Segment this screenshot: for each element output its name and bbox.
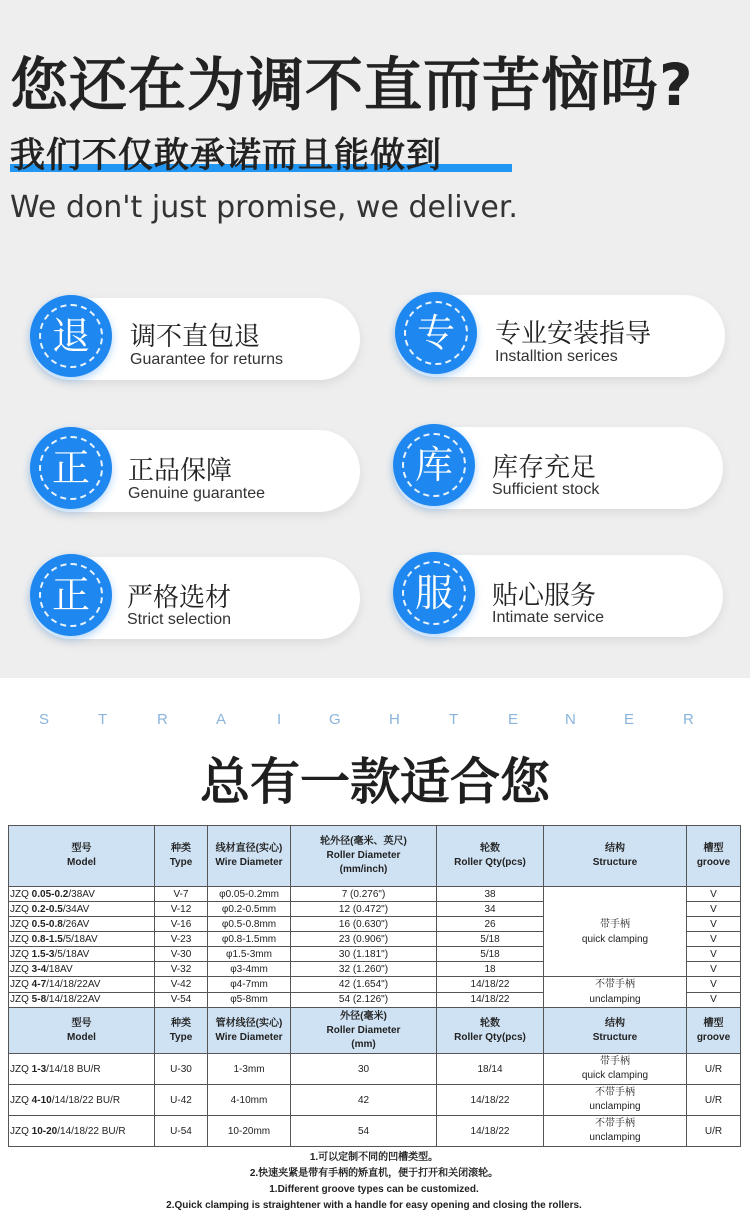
feature-subtitle: Sufficient stock — [492, 481, 600, 498]
wire-cell: φ4-7mm — [208, 977, 291, 993]
feature-title: 贴心服务 — [492, 581, 597, 611]
header-roller: 轮外径(毫米、英尺) Roller Diameter (mm/inch) — [291, 826, 437, 887]
badge-glyph: 专 — [416, 311, 455, 355]
feature-title: 专业安装指导 — [495, 319, 652, 349]
groove-cell: U/R — [687, 1054, 741, 1085]
qty-cell: 18 — [437, 962, 544, 977]
qty-cell: 14/18/22 — [437, 992, 544, 1008]
qty-cell: 5/18 — [437, 947, 544, 962]
feature-subtitle: Guarantee for returns — [130, 351, 283, 368]
roller-cell: 12 (0.472") — [291, 902, 437, 917]
table-row — [9, 1085, 741, 1116]
structure-cell: 不带手柄 unclamping — [544, 1116, 687, 1147]
wire-cell: φ0.8-1.5mm — [208, 932, 291, 947]
type-cell: V-32 — [155, 962, 208, 977]
feature-card-installation — [395, 295, 725, 377]
type-cell: V-7 — [155, 887, 208, 902]
type-cell: V-23 — [155, 932, 208, 947]
feature-subtitle: Strict selection — [127, 611, 232, 628]
qty-cell: 18/14 — [437, 1054, 544, 1085]
badge-glyph: 正 — [51, 573, 90, 617]
genuine-badge-icon — [30, 427, 112, 509]
model-cell: JZQ 3-4/18AV — [9, 962, 155, 977]
spaced-letter: R — [683, 711, 694, 728]
spaced-letter: I — [277, 711, 282, 728]
spaced-letter: H — [389, 711, 400, 728]
feature-card-selection — [30, 557, 360, 639]
groove-cell: V — [687, 887, 741, 902]
wire-cell: 10-20mm — [208, 1116, 291, 1147]
type-cell: U-42 — [155, 1085, 208, 1116]
feature-subtitle: Intimate service — [492, 609, 605, 626]
feature-title: 调不直包退 — [130, 322, 261, 352]
v-table-header — [9, 826, 741, 887]
wire-cell: φ0.5-0.8mm — [208, 917, 291, 932]
header-model: 型号 Model — [9, 1008, 155, 1054]
table-row — [9, 887, 741, 902]
table-row — [9, 1054, 741, 1085]
qty-cell: 38 — [437, 887, 544, 902]
spaced-letter: T — [98, 711, 108, 728]
header-groove: 槽型 groove — [687, 1008, 741, 1054]
type-cell: V-30 — [155, 947, 208, 962]
structure-cell: 不带手柄 unclamping — [544, 1085, 687, 1116]
feature-card-stock — [393, 427, 723, 509]
wire-cell: φ3-4mm — [208, 962, 291, 977]
roller-cell: 23 (0.906") — [291, 932, 437, 947]
groove-cell: V — [687, 977, 741, 993]
hero-subheadline-wrap — [10, 128, 442, 178]
model-cell: JZQ 0.2-0.5/34AV — [9, 902, 155, 917]
feature-card-returns — [30, 298, 360, 380]
badge-glyph: 正 — [51, 446, 90, 490]
feature-card-genuine — [30, 430, 360, 512]
groove-cell: U/R — [687, 1116, 741, 1147]
header-wire: 线材直径(实心) Wire Diameter — [208, 826, 291, 887]
type-cell: V-54 — [155, 992, 208, 1008]
selection-badge-icon — [30, 554, 112, 636]
qty-cell: 14/18/22 — [437, 1116, 544, 1147]
note-en-1: 1.Different groove types can be customized. — [269, 1184, 479, 1195]
returns-badge-icon — [30, 295, 112, 377]
installation-badge-icon — [395, 292, 477, 374]
roller-cell: 54 (2.126") — [291, 992, 437, 1008]
wire-cell: 4-10mm — [208, 1085, 291, 1116]
spec-table — [8, 825, 741, 1147]
roller-cell: 32 (1.260") — [291, 962, 437, 977]
qty-cell: 34 — [437, 902, 544, 917]
model-cell: JZQ 5-8/14/18/22AV — [9, 992, 155, 1008]
groove-cell: V — [687, 917, 741, 932]
roller-cell: 7 (0.276") — [291, 887, 437, 902]
model-cell: JZQ 10-20/14/18/22 BU/R — [9, 1116, 155, 1147]
hero-headline: 您还在为调不直而苦恼吗? — [10, 51, 694, 119]
header-groove: 槽型 groove — [687, 826, 741, 887]
groove-cell: V — [687, 947, 741, 962]
note-cn-2: 2.快速夹紧是带有手柄的矫直机，便于打开和关闭滚轮。 — [249, 1168, 499, 1179]
spaced-letter: E — [508, 711, 519, 728]
roller-cell: 42 — [291, 1085, 437, 1116]
header-model: 型号 Model — [9, 826, 155, 887]
badge-glyph: 库 — [414, 443, 453, 487]
stock-badge-icon — [393, 424, 475, 506]
table-row — [9, 977, 741, 993]
spaced-letter: S — [39, 711, 50, 728]
type-cell: V-12 — [155, 902, 208, 917]
qty-cell: 26 — [437, 917, 544, 932]
spaced-letter: A — [216, 711, 227, 728]
badge-glyph: 服 — [414, 571, 453, 615]
spaced-letter: E — [624, 711, 635, 728]
model-cell: JZQ 0.05-0.2/38AV — [9, 887, 155, 902]
header-roller: 外径(毫米) Roller Diameter (mm) — [291, 1008, 437, 1054]
header-qty: 轮数 Roller Qty(pcs) — [437, 1008, 544, 1054]
spaced-letter: R — [157, 711, 168, 728]
u-table-header — [9, 1008, 741, 1054]
header-qty: 轮数 Roller Qty(pcs) — [437, 826, 544, 887]
feature-card-service — [393, 555, 723, 637]
roller-cell: 16 (0.630") — [291, 917, 437, 932]
wire-cell: φ1.5-3mm — [208, 947, 291, 962]
hero-tagline: We don't just promise, we deliver. — [10, 190, 518, 225]
qty-cell: 14/18/22 — [437, 1085, 544, 1116]
spaced-letters — [0, 711, 750, 731]
groove-cell: V — [687, 932, 741, 947]
model-cell: JZQ 1-3/14/18 BU/R — [9, 1054, 155, 1085]
model-cell: JZQ 0.8-1.5/5/18AV — [9, 932, 155, 947]
groove-cell: V — [687, 992, 741, 1008]
spaced-letter: N — [565, 711, 576, 728]
groove-cell: U/R — [687, 1085, 741, 1116]
badge-glyph: 退 — [51, 314, 90, 358]
roller-cell: 30 (1.181") — [291, 947, 437, 962]
feature-subtitle: Genuine guarantee — [128, 485, 265, 502]
groove-cell: V — [687, 902, 741, 917]
type-cell: V-16 — [155, 917, 208, 932]
structure-cell-quick: 带手柄 quick clamping — [544, 887, 687, 977]
type-cell: V-42 — [155, 977, 208, 993]
spaced-letter: G — [329, 711, 341, 728]
type-cell: U-54 — [155, 1116, 208, 1147]
feature-title: 正品保障 — [128, 456, 233, 486]
note-en-2: 2.Quick clamping is straightener with a handle for easy opening and closing the rollers. — [166, 1200, 582, 1211]
structure-cell-unclamp: 不带手柄 unclamping — [544, 977, 687, 1008]
spaced-letter: T — [449, 711, 459, 728]
header-wire: 管材线径(实心) Wire Diameter — [208, 1008, 291, 1054]
model-cell: JZQ 0.5-0.8/26AV — [9, 917, 155, 932]
header-structure: 结构 Structure — [544, 826, 687, 887]
wire-cell: φ5-8mm — [208, 992, 291, 1008]
wire-cell: φ0.05-0.2mm — [208, 887, 291, 902]
roller-cell: 54 — [291, 1116, 437, 1147]
header-structure: 结构 Structure — [544, 1008, 687, 1054]
qty-cell: 5/18 — [437, 932, 544, 947]
feature-subtitle: Installtion serices — [495, 348, 618, 365]
qty-cell: 14/18/22 — [437, 977, 544, 993]
model-cell: JZQ 4-10/14/18/22 BU/R — [9, 1085, 155, 1116]
table-row — [9, 1116, 741, 1147]
header-type: 种类 Type — [155, 826, 208, 887]
wire-cell: 1-3mm — [208, 1054, 291, 1085]
service-badge-icon — [393, 552, 475, 634]
section-title: 总有一款适合您 — [200, 753, 550, 811]
feature-title: 库存充足 — [492, 453, 597, 483]
type-cell: U-30 — [155, 1054, 208, 1085]
hero-subheadline: 我们不仅敢承诺而且能做到 — [10, 136, 443, 176]
roller-cell: 42 (1.654") — [291, 977, 437, 993]
notes — [8, 1150, 740, 1214]
wire-cell: φ0.2-0.5mm — [208, 902, 291, 917]
roller-cell: 30 — [291, 1054, 437, 1085]
feature-title: 严格选材 — [127, 583, 232, 613]
model-cell: JZQ 4-7/14/18/22AV — [9, 977, 155, 993]
structure-cell: 带手柄 quick clamping — [544, 1054, 687, 1085]
header-type: 种类 Type — [155, 1008, 208, 1054]
model-cell: JZQ 1.5-3/5/18AV — [9, 947, 155, 962]
note-cn-1: 1.可以定制不同的凹槽类型。 — [309, 1152, 439, 1163]
groove-cell: V — [687, 962, 741, 977]
